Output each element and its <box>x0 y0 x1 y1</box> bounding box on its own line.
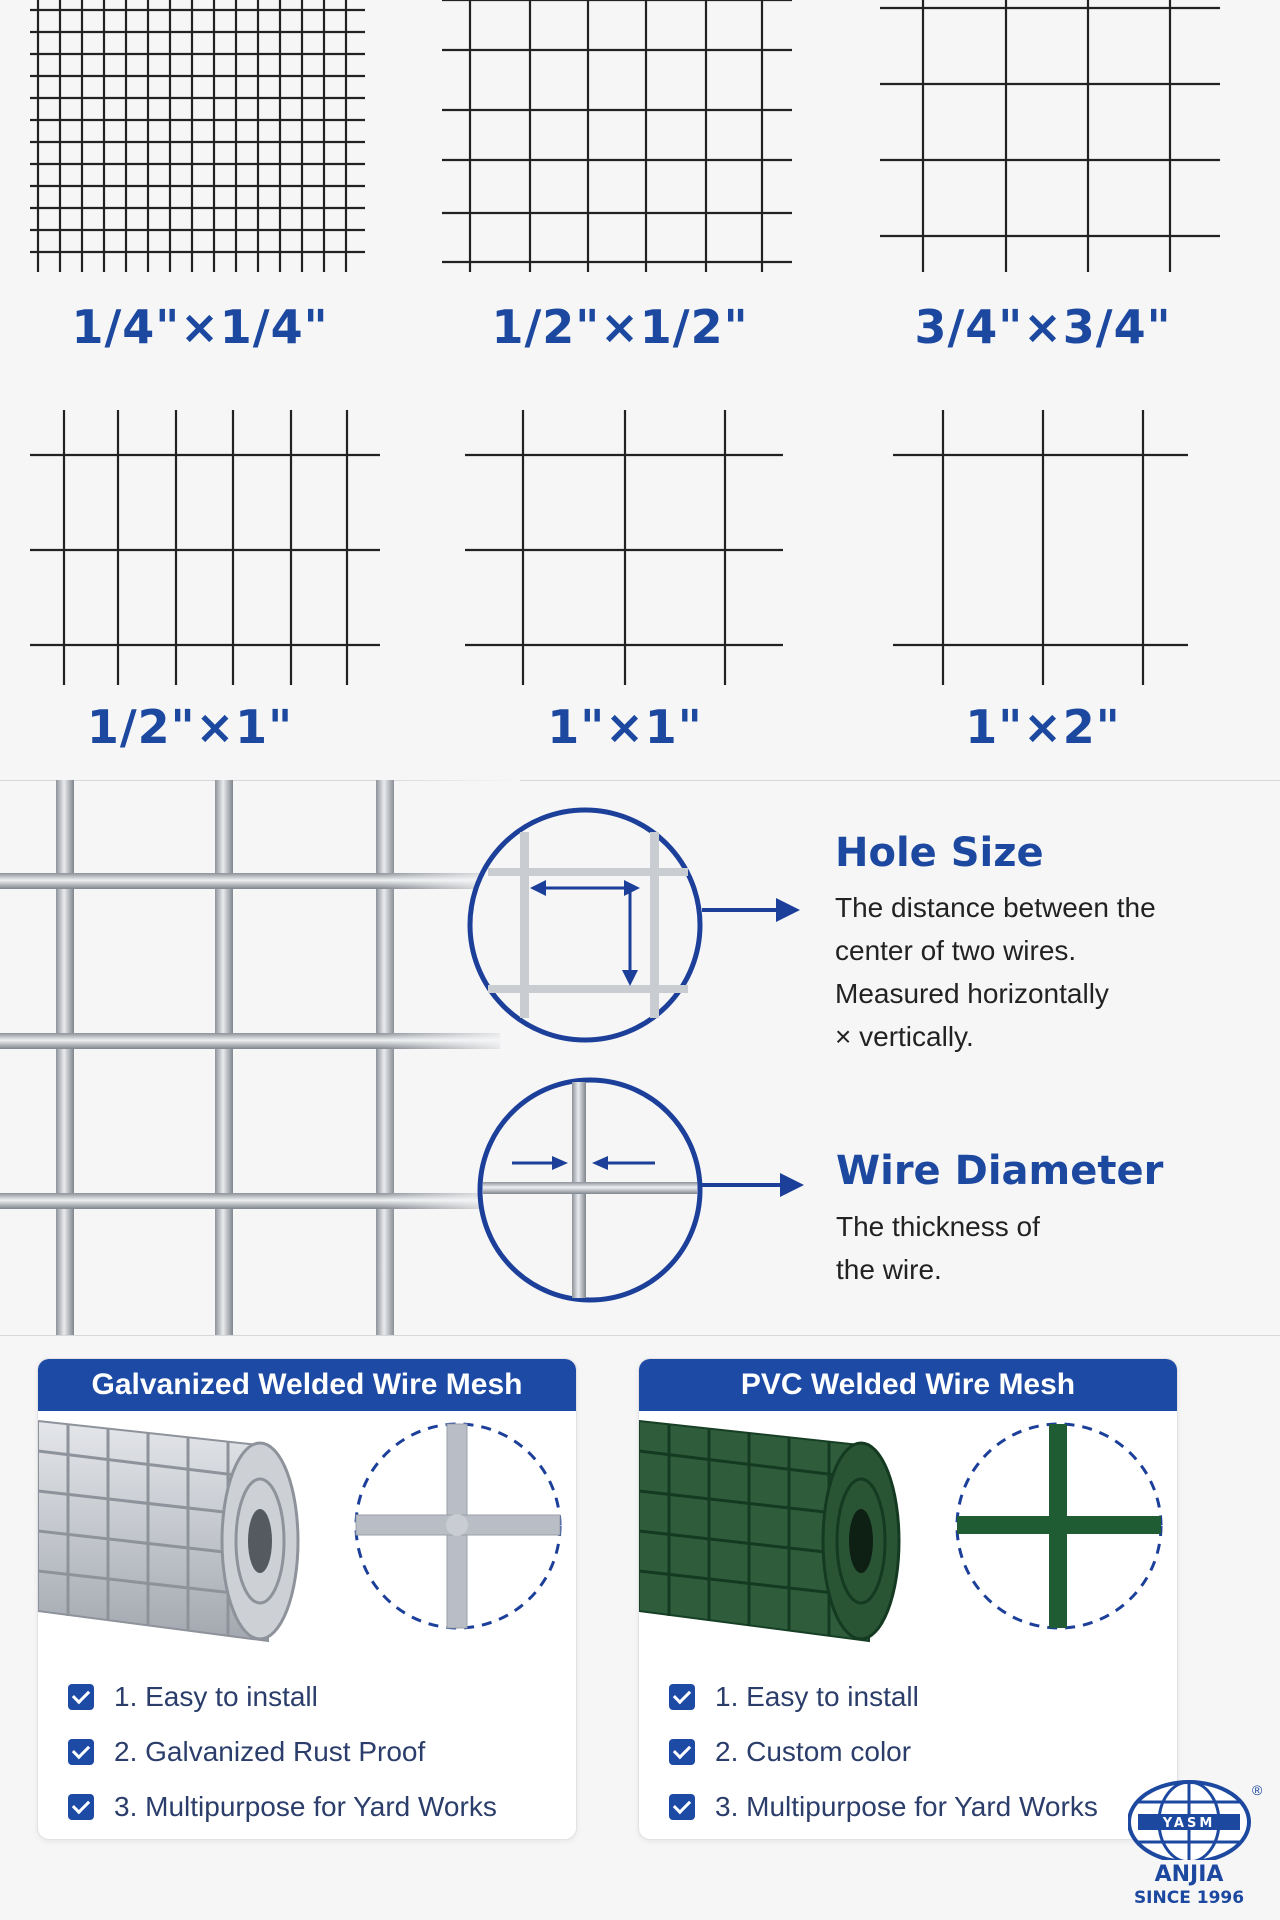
mesh-pattern-quarter <box>30 0 370 280</box>
mesh-pattern-half <box>440 0 800 280</box>
feature-item: 2. Galvanized Rust Proof <box>68 1724 497 1779</box>
hole-size-title: Hole Size <box>835 830 1044 876</box>
brand-since: SINCE 1996 <box>1133 1888 1245 1908</box>
wire-diameter-magnifier <box>480 1080 804 1300</box>
registered-mark: ® <box>1252 1782 1263 1798</box>
mesh-size-label: 1"×1" <box>547 700 703 754</box>
mesh-size-one <box>465 410 785 770</box>
hole-size-magnifier <box>470 810 800 1040</box>
mesh-size-quarter <box>30 0 370 370</box>
wire-diameter-description: The thickness of the wire. <box>836 1211 1040 1285</box>
globe-icon <box>1128 1778 1268 1860</box>
mesh-pattern-one-by-two <box>893 410 1193 690</box>
brand-logo <box>1128 1778 1268 1918</box>
checkbox-checked-icon <box>68 1794 94 1820</box>
feature-item: 3. Multipurpose for Yard Works <box>68 1779 497 1834</box>
brand-name: ANJIA <box>1154 1862 1224 1887</box>
mesh-size-label: 1"×2" <box>965 700 1121 754</box>
feature-list <box>669 1669 1098 1834</box>
feature-item: 2. Custom color <box>669 1724 1098 1779</box>
feature-item: 3. Multipurpose for Yard Works <box>669 1779 1098 1834</box>
pvc-mesh-roll-image <box>639 1411 1177 1661</box>
checkbox-checked-icon <box>68 1739 94 1765</box>
mesh-detail-section <box>0 780 1280 1335</box>
mesh-pattern-half-by-one <box>30 410 390 690</box>
mesh-size-label: 1/2"×1/2" <box>491 300 749 354</box>
product-card-title: Galvanized Welded Wire Mesh <box>38 1359 576 1411</box>
hole-size-description: The distance between the center of two wires. Measured horizontally × vertically. <box>835 892 1156 1052</box>
globe-text: YASM <box>1162 1816 1216 1831</box>
checkbox-checked-icon <box>68 1684 94 1710</box>
checkbox-checked-icon <box>669 1794 695 1820</box>
galvanized-mesh-roll-image <box>38 1411 576 1661</box>
mesh-size-label: 1/2"×1" <box>86 700 294 754</box>
feature-item: 1. Easy to install <box>68 1669 497 1724</box>
mesh-size-one-by-two <box>893 410 1193 770</box>
product-card-title: PVC Welded Wire Mesh <box>639 1359 1177 1411</box>
product-card-galvanized <box>37 1358 577 1840</box>
wire-diameter-title: Wire Diameter <box>836 1148 1164 1194</box>
feature-item: 1. Easy to install <box>669 1669 1098 1724</box>
product-card-pvc <box>638 1358 1178 1840</box>
mesh-size-label: 3/4"×3/4" <box>914 300 1172 354</box>
feature-list <box>68 1669 497 1834</box>
mesh-size-label: 1/4"×1/4" <box>71 300 329 354</box>
mesh-pattern-three-quarter <box>878 0 1248 280</box>
mesh-size-half <box>440 0 800 370</box>
section-divider <box>0 1335 1280 1336</box>
checkbox-checked-icon <box>669 1739 695 1765</box>
mesh-size-half-by-one <box>30 410 390 770</box>
mesh-size-three-quarter <box>878 0 1248 370</box>
checkbox-checked-icon <box>669 1684 695 1710</box>
mesh-pattern-one <box>465 410 785 690</box>
